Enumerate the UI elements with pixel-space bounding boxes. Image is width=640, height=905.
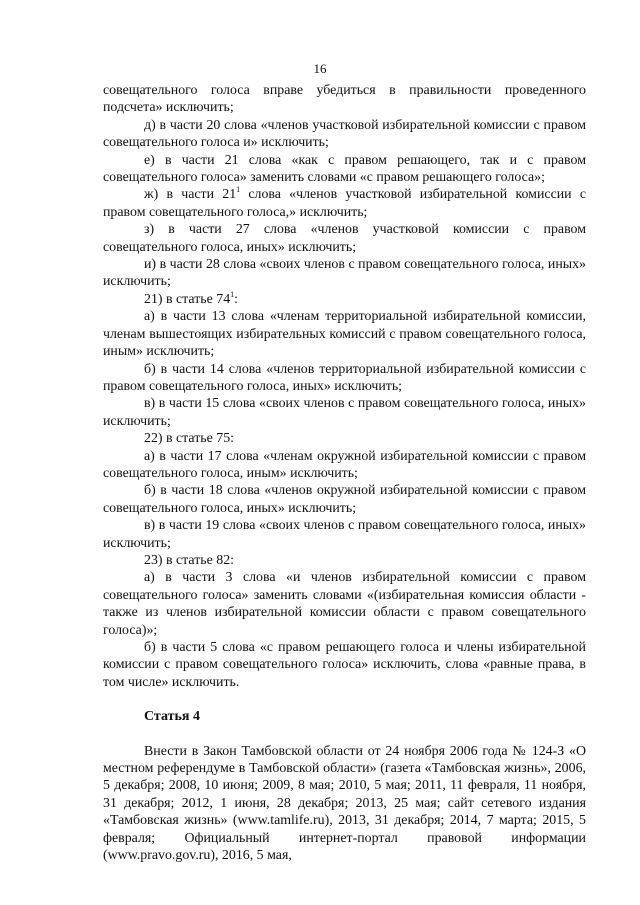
page-number: 16 (313, 61, 327, 76)
paragraph: б) в части 5 слова «с правом решающего голоса и члены избирательной комиссии с правом совещательного голоса» исключить, слова «равные права, в том числе» исключить. (103, 640, 586, 690)
document-body (103, 82, 586, 864)
paragraph-text: ж) в части 21 (144, 187, 237, 203)
paragraph: д) в части 20 слова «членов участковой избирательной комиссии с правом совещательного голоса и» исключить; (103, 117, 586, 151)
paragraph: б) в части 18 слова «членов окружной избирательной комиссии с правом совещательного голоса, иных» исключить; (103, 483, 586, 516)
paragraph: а) в части 17 слова «членам окружной избирательной комиссии с правом совещательного голоса, иным» исключить; (103, 448, 586, 481)
paragraph: е) в части 21 слова «как с правом решающего, так и с правом совещательного голоса» заменить словами «с правом решающего голоса»; (103, 152, 586, 186)
paragraph: в) в части 15 слова «своих членов с правом совещательного голоса, иных» исключить; (103, 396, 586, 429)
paragraph: и) в части 28 слова «своих членов с правом совещательного голоса, иных» исключить; (103, 257, 586, 290)
paragraph-text: : (234, 291, 239, 307)
article-paragraph: Внести в Закон Тамбовской области от 24 ноября 2006 года № 124-З «О местном референдуме в Тамбовской области» (газета «Тамбовская жизнь», 2006, 5 декабря; 2008, 10 июня; 2009, 8 мая; 2010, 5 мая; 2011, 11 февраля, 11 ноября, 31 декабря; 2012, 1 июня, 28 декабря; 2013, 25 мая; сайт сетевого издания «Тамбовская жизнь» (www.tamlife.ru), 2013, 31 декабря; 2014, 7 марта; 2015, 5 февраля; Официальный интернет-портал правовой информации (www.pravo.gov.ru), 2016, 5 мая, (103, 743, 586, 864)
paragraph-text: 21) в статье 74 (144, 291, 231, 307)
paragraph: з) в части 27 слова «членов участковой комиссии с правом совещательного голоса, иных» исключить; (103, 222, 586, 255)
paragraph: 23) в статье 82: (144, 552, 235, 568)
superscript: 1 (230, 289, 235, 299)
superscript: 1 (236, 185, 241, 195)
paragraph: в) в части 19 слова «своих членов с правом совещательного голоса, иных» исключить; (103, 518, 586, 551)
paragraph: совещательного голоса вправе убедиться в правильности проведенного подсчета» исключить; (103, 83, 586, 116)
paragraph: б) в части 14 слова «членов территориальной избирательной комиссии с правом совещательного голоса, иных» исключить; (103, 361, 586, 394)
article-heading: Статья 4 (144, 709, 200, 725)
paragraph: а) в части 3 слова «и членов избирательной комиссии с правом совещательного голоса» заменить словами «(избирательная комиссия области - также из членов избирательной комиссии области с правом совещательного голоса)»; (103, 570, 586, 638)
blank-line (103, 691, 586, 708)
paragraph: 22) в статье 75: (144, 431, 235, 447)
blank-line (103, 726, 586, 743)
paragraph-text: слова «членов участковой избирательной комиссии с правом совещательного голоса,» исключить; (103, 187, 586, 220)
paragraph (103, 186, 586, 221)
paragraph: а) в части 13 слова «членам территориальной избирательной комиссии, членам вышестоящих избирательных комиссий с правом совещательного голоса, иным» исключить; (103, 309, 586, 360)
paragraph (103, 291, 586, 308)
